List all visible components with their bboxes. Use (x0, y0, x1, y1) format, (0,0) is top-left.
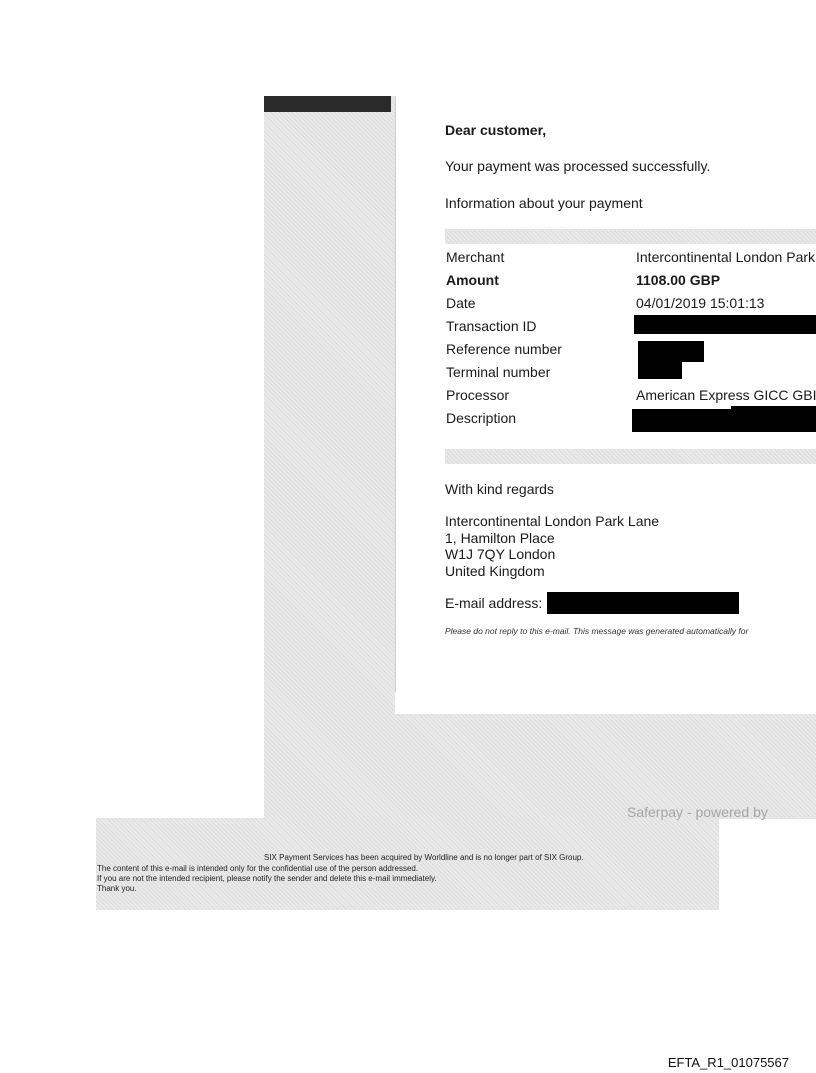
email-label: E-mail address: (445, 595, 543, 611)
status-message: Your payment was processed successfully. (445, 158, 711, 174)
address-line-4: United Kingdom (445, 562, 545, 579)
merchant-address (445, 513, 659, 579)
date-value: 04/01/2019 15:01:13 (636, 295, 765, 311)
info-heading: Information about your payment (445, 195, 643, 211)
terminal-number-redaction (638, 362, 682, 379)
footer-line-1: SIX Payment Services has been acquired by Worldline and is no longer part of SIX Group. (264, 853, 584, 862)
saferpay-powered-by: Saferpay - powered by (627, 804, 768, 820)
terminal-number-label: Terminal number (446, 364, 551, 380)
description-redaction (632, 409, 816, 432)
merchant-label: Merchant (446, 249, 505, 265)
transaction-id-redaction (634, 315, 816, 334)
reference-number-label: Reference number (446, 341, 562, 357)
amount-value: 1108.00 GBP (636, 272, 721, 288)
description-label: Description (446, 410, 517, 426)
closing-text: With kind regards (445, 481, 554, 497)
no-reply-note: Please do not reply to this e-mail. This message was generated automatically for (445, 626, 749, 636)
transaction-id-label: Transaction ID (446, 318, 537, 334)
left-margin-panel (264, 96, 395, 819)
reference-number-redaction (638, 341, 704, 362)
left-header-bar (264, 96, 391, 112)
email-redaction (547, 592, 739, 614)
footer-line-2: The content of this e-mail is intended only for the confidential use of the person addressed. (97, 864, 419, 873)
merchant-value: Intercontinental London Park (636, 249, 816, 265)
address-line-3: W1J 7QY London (445, 546, 556, 562)
table-bottom-divider (445, 449, 816, 464)
table-top-divider (445, 229, 816, 244)
amount-label: Amount (446, 272, 499, 288)
footer-line-3: If you are not the intended recipient, please notify the sender and delete this e-mail immediately. (97, 874, 437, 883)
document-id: EFTA_R1_01075567 (667, 1055, 789, 1070)
processor-label: Processor (446, 387, 510, 403)
address-line-2: 1, Hamilton Place (445, 529, 555, 546)
greeting: Dear customer, (445, 122, 547, 138)
address-line-1: Intercontinental London Park Lane (445, 513, 660, 529)
date-label: Date (446, 295, 476, 311)
footer-line-4: Thank you. (97, 884, 137, 893)
processor-value: American Express GICC GBI (636, 387, 816, 403)
